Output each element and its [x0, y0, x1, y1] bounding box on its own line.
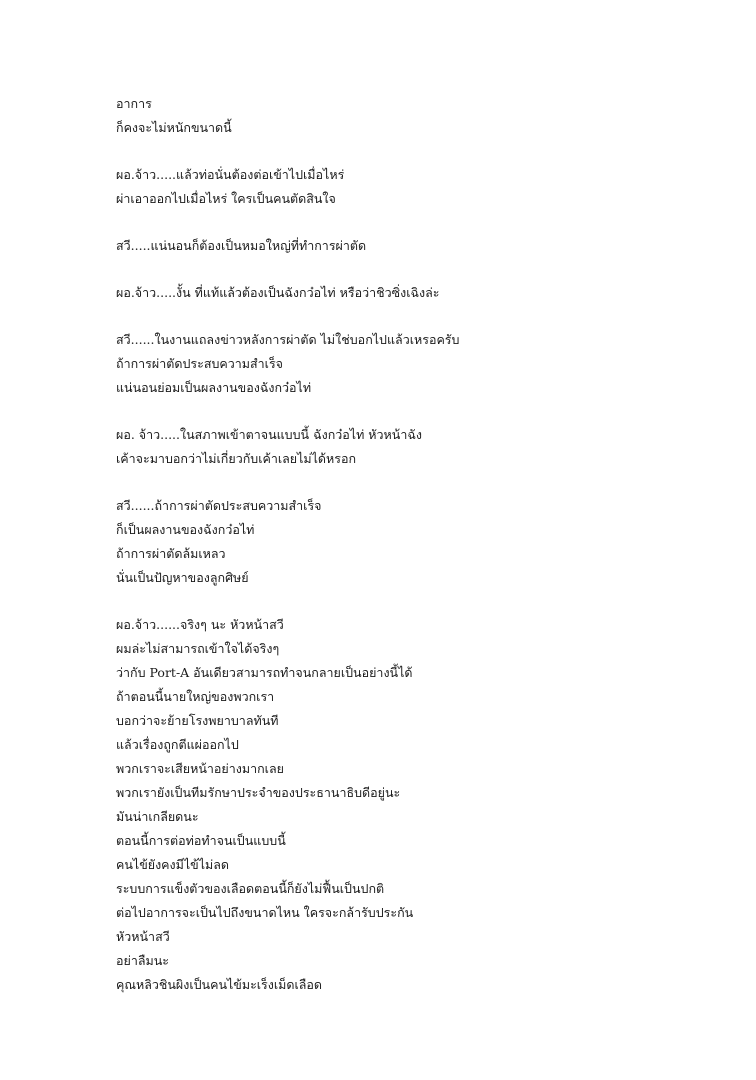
text-line: แน่นอนย่อมเป็นผลงานของฉังกว๋อไท่ — [116, 380, 312, 395]
text-line: ว่ากับ Port-A อันเดียวสามารถทำจนกลายเป็นอย่างนี้ได้ — [116, 665, 413, 680]
paragraph-gap — [116, 400, 736, 423]
text-line: มันน่าเกลียดนะ — [116, 809, 199, 824]
text-line: สวี......ถ้าการผ่าตัดประสบความสำเร็จ — [116, 498, 322, 513]
text-line: ผอ.จ้าว......จริงๆ นะ หัวหน้าสวี — [116, 617, 284, 632]
paragraph-gap — [116, 211, 736, 234]
paragraph-gap — [116, 471, 736, 494]
text-line: ตอนนี้การต่อท่อทำจนเป็นแบบนี้ — [116, 833, 286, 848]
paragraph-gap — [116, 258, 736, 281]
text-line: ผอ.จ้าว.....แล้วท่อนั่นต้องต่อเข้าไปเมื่อไหร่ — [116, 167, 345, 182]
text-line: บอกว่าจะย้ายโรงพยาบาลทันที — [116, 713, 279, 728]
text-line: พวกเรายังเป็นทีมรักษาประจำของประธานาธิบดีอยู่นะ — [116, 785, 401, 800]
text-line: ถ้าการผ่าตัดประสบความสำเร็จ — [116, 356, 283, 371]
text-line: ระบบการแข็งตัวของเลือดตอนนี้ก็ยังไม่ฟื้นเป็นปกติ — [116, 881, 385, 896]
text-line: สวี......ในงานแถลงข่าวหลังการผ่าตัด ไม่ใช่บอกไปแล้วเหรอครับ — [116, 332, 460, 347]
text-line: ต่อไปอาการจะเป็นไปถึงขนาดไหน ใครจะกล้ารับประกัน — [116, 905, 414, 920]
text-line: แล้วเรื่องถูกตีแผ่ออกไป — [116, 737, 239, 752]
paragraph-gap — [116, 140, 736, 163]
text-line: ผอ. จ้าว.....ในสภาพเข้าตาจนแบบนี้ ฉังกว๋อไท่ หัวหน้าฉัง — [116, 427, 422, 442]
text-line: เค้าจะมาบอกว่าไม่เกี่ยวกับเค้าเลยไม่ได้หรอก — [116, 451, 357, 466]
text-line: คนไข้ยังคงมีไข้ไม่ลด — [116, 857, 230, 872]
text-line: นั่นเป็นปัญหาของลูกศิษย์ — [116, 570, 249, 585]
text-line: อาการ — [116, 96, 152, 111]
text-line: สวี.....แน่นอนก็ต้องเป็นหมอใหญ่ที่ทำการผ่าตัด — [116, 238, 367, 253]
text-line: ก็คงจะไม่หนักขนาดนี้ — [116, 120, 232, 135]
text-line: หัวหน้าสวี — [116, 929, 170, 944]
document-text — [116, 92, 736, 997]
text-line: คุณหลิวชินผิงเป็นคนไข้มะเร็งเม็ดเลือด — [116, 977, 323, 992]
text-line: ถ้าตอนนี้นายใหญ่ของพวกเรา — [116, 689, 275, 704]
text-line: พวกเราจะเสียหน้าอย่างมากเลย — [116, 761, 284, 776]
text-line: ผอ.จ้าว.....งั้น ที่แท้แล้วต้องเป็นฉังกว๋อไท่ หรือว่าชิวซิ่งเฉิงล่ะ — [116, 285, 440, 300]
text-line: ถ้าการผ่าตัดล้มเหลว — [116, 546, 226, 561]
text-line: อย่าลืมนะ — [116, 953, 170, 968]
paragraph-gap — [116, 590, 736, 613]
text-line: ผ่าเอาออกไปเมื่อไหร่ ใครเป็นคนตัดสินใจ — [116, 191, 336, 206]
text-line: ผมล่ะไม่สามารถเข้าใจได้จริงๆ — [116, 641, 280, 656]
paragraph-gap — [116, 305, 736, 328]
text-line: ก็เป็นผลงานของฉังกว๋อไท่ — [116, 522, 255, 537]
